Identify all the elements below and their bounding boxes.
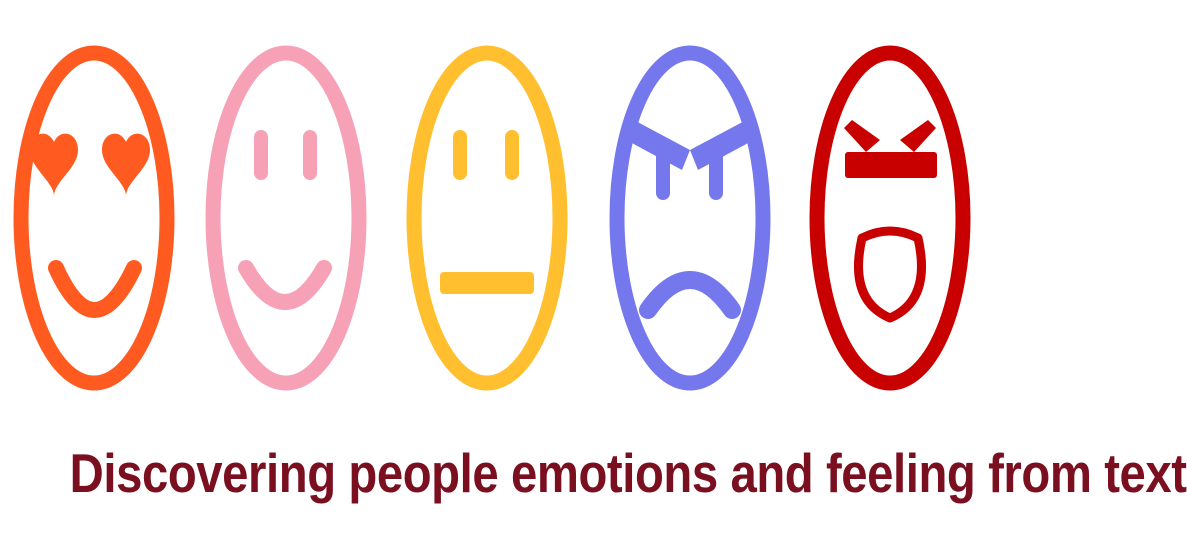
smiley-icon (213, 53, 359, 383)
heart-eyes-smiley-icon (21, 53, 167, 383)
angry-face-icon (617, 53, 763, 383)
shouting-face-icon (817, 53, 963, 383)
page-title: Discovering people emotions and feeling from text (69, 442, 1187, 504)
neutral-face-icon (414, 53, 560, 383)
